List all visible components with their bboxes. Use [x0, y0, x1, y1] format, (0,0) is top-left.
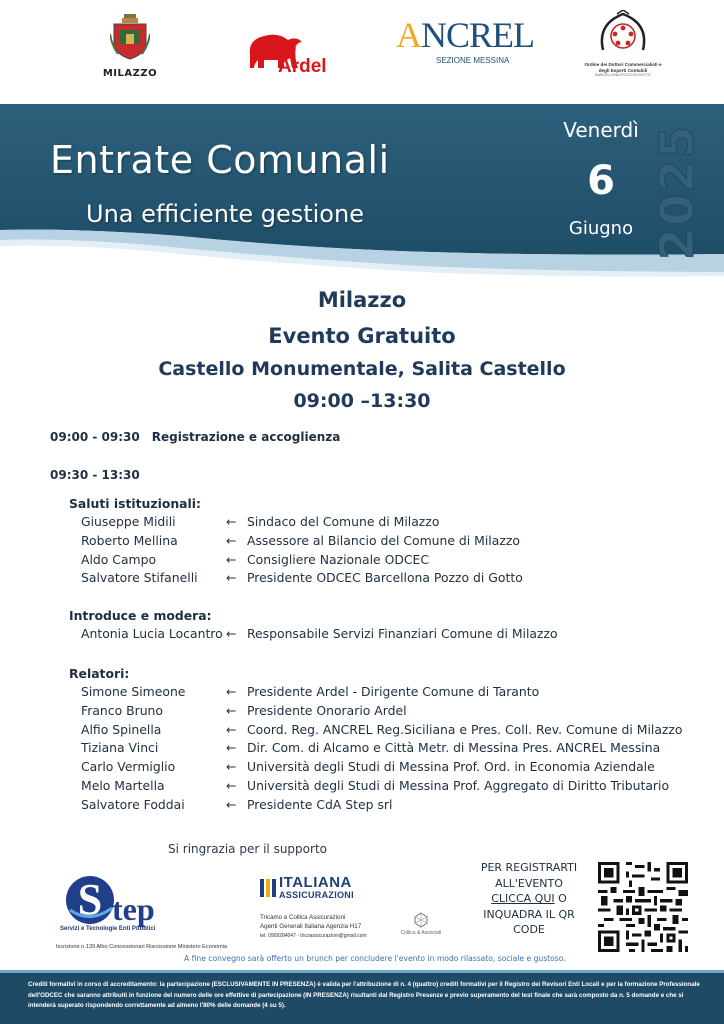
arrow-left-icon: ←	[226, 796, 237, 812]
speaker-row	[69, 625, 558, 644]
assicurazioni-word: ASSICURAZIONI	[279, 890, 354, 900]
ancrel-logo	[396, 12, 535, 65]
step-logo-s: S	[77, 875, 103, 924]
registration-box	[474, 860, 584, 938]
credits-note: Crediti formativi in corso di accreditamento: la partecipazione (ESCLUSIVAMENTE IN PRESENZA) è valida per l'attribuzione di n. 4 (quattro) crediti formativi per il Registro dei Revisori Enti Locali e per la formazione Professionale dell'ODCEC che saranno attribuiti in funzione del numero delle ore effettive di partecipazione (IN PRESENZA) risultanti dal Registro Presenze e previo superamento del test finale che sarà composto da n. 5 domande e che si intenderà superato rispondendo correttamente ad almeno l'80% delle domande (4 su 5).	[28, 981, 700, 1010]
odcec-emblem-icon	[593, 10, 653, 56]
speaker-name: Simone Simeone	[81, 684, 186, 699]
arrow-left-icon: ←	[226, 626, 237, 641]
event-time: 09:00 –13:30	[293, 390, 431, 412]
step-logo-wordmark: tep	[112, 891, 155, 927]
speaker-role: Dir. Com. di Alcamo e Città Metr. di Messina Pres. ANCREL Messina	[247, 740, 661, 756]
speaker-row	[69, 532, 520, 551]
arrow-left-icon: ←	[226, 740, 237, 756]
speaker-name: Franco Bruno	[81, 702, 163, 718]
speaker-name: Giuseppe Midili	[81, 514, 176, 529]
speaker-name: Antonia Lucia Locantro	[81, 626, 223, 641]
register-line-3-suffix: O	[554, 892, 567, 905]
register-line-1: PER REGISTRARTI	[480, 861, 578, 874]
speaker-role: Università degli Studi di Messina Prof. Aggregato di Diritto Tributario	[247, 777, 670, 793]
speaker-row	[69, 569, 523, 588]
register-link[interactable]: CLICCA QUI	[491, 892, 555, 905]
arrow-left-icon: ←	[226, 514, 237, 529]
milazzo-logo	[96, 14, 164, 79]
event-subtitle: Una efficiente gestione	[86, 200, 364, 228]
slot-label: Registrazione e accoglienza	[151, 430, 341, 444]
milazzo-label: MILAZZO	[102, 68, 158, 79]
slot-time: 09:30 - 13:30	[50, 468, 140, 482]
speaker-role: Responsabile Servizi Finanziari Comune di Milazzo	[247, 626, 558, 641]
speaker-row	[69, 758, 655, 777]
programme-slot-registration	[50, 430, 340, 444]
ardel-wordmark: Ardel	[278, 56, 327, 77]
speaker-name: Alfio Spinella	[81, 721, 162, 737]
speaker-name: Aldo Campo	[81, 551, 157, 567]
arrow-left-icon: ←	[226, 759, 237, 775]
event-title: Entrate Comunali	[50, 138, 390, 182]
date-year: 2025	[650, 123, 704, 260]
section-title: Relatori:	[69, 666, 130, 681]
odcec-logo	[582, 10, 664, 92]
arrow-left-icon: ←	[226, 551, 237, 567]
ancrel-wordmark: ANCREL	[396, 15, 535, 55]
arrow-left-icon: ←	[226, 532, 237, 548]
odcec-caption: Ordine dei Dottori Commercialisti e degli Esperti Contabili	[584, 62, 662, 73]
register-line-4: INQUADRA IL QR	[483, 907, 575, 921]
speaker-name: Roberto Mellina	[81, 532, 178, 548]
speaker-role: Presidente CdA Step srl	[247, 796, 393, 812]
event-type: Evento Gratuito	[268, 324, 456, 348]
section-introduce	[69, 606, 558, 644]
collica-label: Collica & Associati	[400, 930, 442, 936]
date-month: Giugno	[568, 218, 634, 239]
collica-mark-icon	[413, 912, 429, 928]
agency-contacts: tel. 0909284047 - tricoassicurazioni@gmail.com	[260, 932, 367, 939]
agency-details	[260, 914, 367, 940]
agency-title: Agenti Generali Italiana Agenzia H17	[260, 922, 362, 930]
arrow-left-icon: ←	[226, 777, 237, 793]
italiana-mark-icon	[260, 877, 276, 899]
ancrel-section: SEZIONE MESSINA	[436, 56, 510, 65]
odcec-caption-city: BARCELLONA POZZO DI GOTTO	[595, 73, 651, 77]
register-line-5: CODE	[513, 923, 545, 936]
step-tagline: Servizi e Tecnologie Enti Pubblici	[60, 926, 156, 932]
collica-logo	[396, 912, 446, 936]
brunch-note: A fine convegno sarà offerto un brunch per concludere l'evento in modo rilassato, sociale e gustoso.	[184, 954, 566, 963]
date-day-name: Venerdì	[563, 118, 639, 142]
speaker-row	[69, 513, 440, 532]
speaker-name: Salvatore Stifanelli	[81, 570, 198, 586]
italiana-word: ITALIANA	[279, 874, 352, 891]
italiana-assicurazioni-logo	[260, 876, 390, 900]
speaker-role: Coord. Reg. ANCREL Reg.Siciliana e Pres. Coll. Rev. Comune di Milazzo	[247, 721, 683, 737]
ardel-logo	[244, 28, 344, 80]
speaker-row	[69, 739, 661, 758]
speaker-role: Presidente ODCEC Barcellona Pozzo di Gotto	[247, 570, 523, 586]
speaker-role: Presidente Onorario Ardel	[247, 702, 407, 718]
milazzo-crest-icon	[110, 14, 150, 60]
speaker-name: Melo Martella	[81, 777, 165, 793]
speaker-role: Assessore al Bilancio del Comune di Milazzo	[247, 532, 520, 548]
speaker-role: Università degli Studi di Messina Prof. Ord. in Economia Aziendale	[247, 759, 655, 775]
section-title: Introduce e modera:	[69, 608, 212, 623]
agency-name: Tricamo e Collica Assicurazioni	[260, 914, 346, 921]
arrow-left-icon: ←	[226, 702, 237, 718]
speaker-row	[69, 777, 670, 796]
speaker-role: Consigliere Nazionale ODCEC	[247, 551, 430, 567]
section-saluti	[69, 494, 523, 588]
arrow-left-icon: ←	[226, 721, 237, 737]
event-venue: Castello Monumentale, Salita Castello	[158, 358, 566, 380]
programme-slot-main	[50, 468, 140, 482]
speaker-role: Presidente Ardel - Dirigente Comune di Taranto	[247, 684, 540, 699]
arrow-left-icon: ←	[226, 570, 237, 586]
registration-qr-code[interactable]	[598, 862, 688, 952]
speaker-name: Carlo Vermiglio	[81, 759, 176, 775]
sponsor-thanks: Si ringrazia per il supporto	[168, 842, 327, 856]
speaker-row	[69, 721, 683, 740]
date-day-number: 6	[587, 158, 615, 204]
speaker-name: Tiziana Vinci	[81, 740, 159, 756]
event-date	[546, 118, 656, 239]
event-city: Milazzo	[317, 288, 407, 312]
step-logo	[64, 874, 184, 934]
slot-time: 09:00 - 09:30	[50, 430, 140, 444]
credits-footer	[0, 970, 724, 1024]
speaker-row	[69, 796, 393, 815]
speaker-row	[69, 551, 430, 570]
arrow-left-icon: ←	[226, 684, 237, 699]
section-relatori	[69, 664, 683, 815]
speaker-row	[69, 683, 540, 702]
speaker-row	[69, 702, 407, 721]
speaker-name: Salvatore Foddai	[81, 796, 185, 812]
section-title: Saluti istituzionali:	[69, 496, 201, 511]
speaker-role: Sindaco del Comune di Milazzo	[247, 514, 440, 529]
register-line-2: ALL'EVENTO	[495, 876, 563, 890]
event-info	[0, 286, 724, 414]
step-albo: Iscrizione n.139 Albo Concessionari Riscossione Ministero Economia	[56, 944, 228, 950]
